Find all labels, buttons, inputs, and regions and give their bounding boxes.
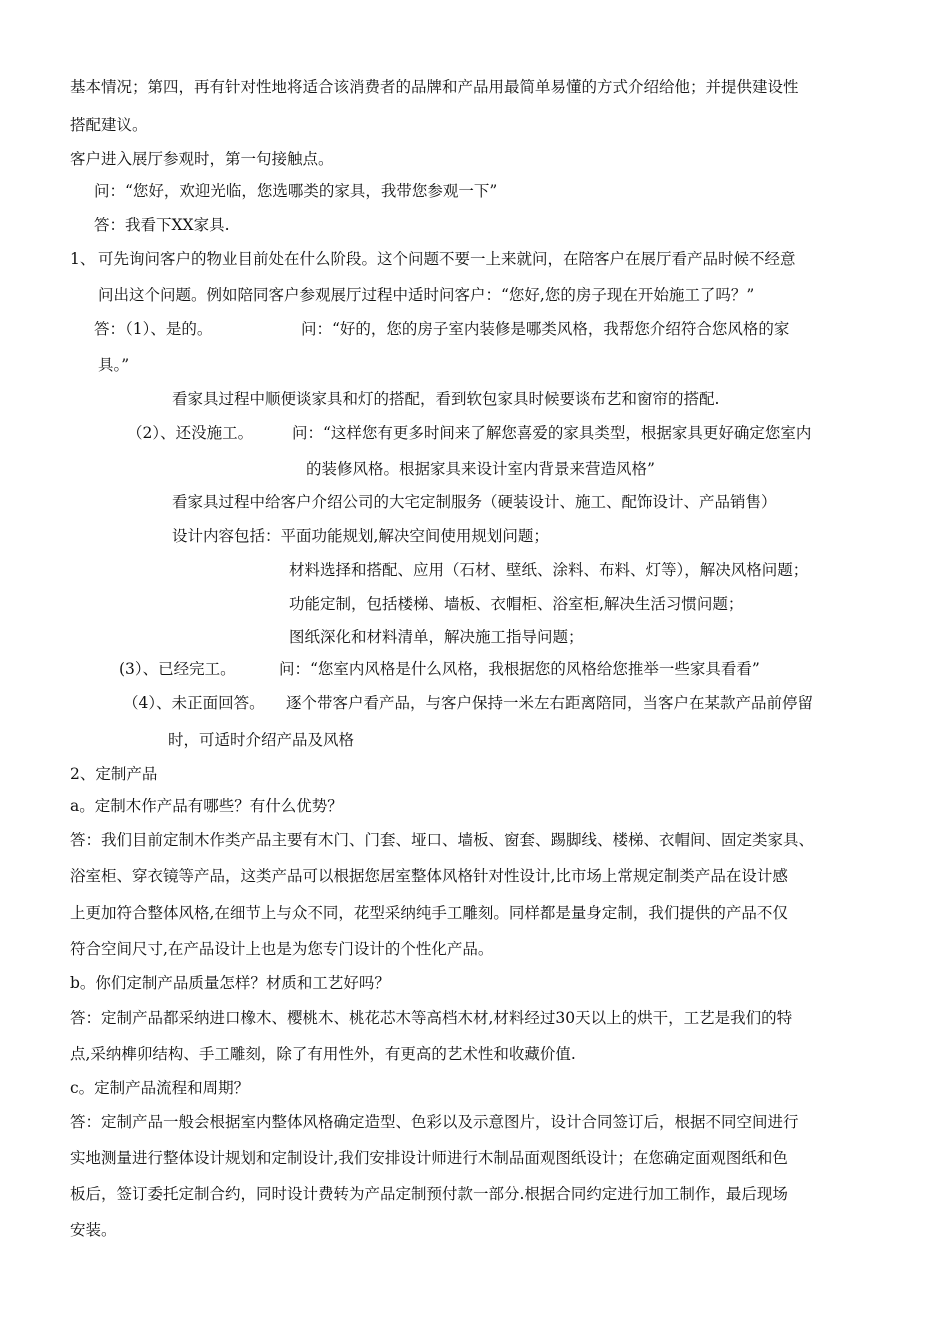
text-line: 浴室柜、穿衣镜等产品，这类产品可以根据您居室整体风格针对性设计,比市场上常规定制类产品在设计感 bbox=[70, 867, 788, 885]
text-line: 问：“您室内风格是什么风格，我根据您的风格给您推举一些家具看看” bbox=[279, 660, 760, 678]
text-line: 具。” bbox=[98, 356, 130, 374]
list-number: 1、 bbox=[70, 250, 96, 268]
text-line: 答：定制产品都采纳进口橡木、樱桃木、桃花芯木等高档木材,材料经过30天以上的烘干，工艺是我们的特 bbox=[70, 1009, 793, 1027]
question-heading: a。定制木作产品有哪些？有什么优势？ bbox=[70, 797, 343, 815]
text-line: 搭配建议。 bbox=[70, 116, 148, 134]
text-line: 的装修风格。根据家具来设计室内背景来营造风格” bbox=[306, 460, 655, 478]
text-line: 材料选择和搭配、应用（石材、壁纸、涂料、布料、灯等），解决风格问题； bbox=[289, 561, 809, 579]
text-line: 设计内容包括：平面功能规划,解决空间使用规划问题； bbox=[172, 527, 549, 545]
text-line: 可先询问客户的物业目前处在什么阶段。这个问题不要一上来就问，在陪客户在展厅看产品时候不经意 bbox=[98, 250, 796, 268]
text-line: 答：定制产品一般会根据室内整体风格确定造型、色彩以及示意图片，设计合同签订后，根据不同空间进行 bbox=[70, 1113, 799, 1131]
text-line: 功能定制，包括楼梯、墙板、衣帽柜、浴室柜,解决生活习惯问题； bbox=[289, 595, 744, 613]
text-line: (3）、已经完工。 bbox=[119, 660, 236, 678]
text-line: 问：“这样您有更多时间来了解您喜爱的家具类型，根据家具更好确定您室内 bbox=[292, 424, 812, 442]
text-line: 看家具过程中顺便谈家具和灯的搭配，看到软包家具时候要谈布艺和窗帘的搭配. bbox=[172, 390, 720, 408]
text-line: 安装。 bbox=[70, 1221, 117, 1239]
text-line: 问：“好的，您的房子室内装修是哪类风格，我帮您介绍符合您风格的家 bbox=[301, 320, 790, 338]
text-line: 答：（1）、是的。 bbox=[94, 320, 213, 338]
text-line: 答：我看下XX家具. bbox=[94, 216, 230, 234]
text-line: 问出这个问题。例如陪同客户参观展厅过程中适时问客户：“您好,您的房子现在开始施工了吗？” bbox=[98, 286, 755, 304]
text-line: 看家具过程中给客户介绍公司的大宅定制服务（硬装设计、施工、配饰设计、产品销售） bbox=[172, 493, 777, 511]
text-line: 符合空间尺寸,在产品设计上也是为您专门设计的个性化产品。 bbox=[70, 940, 494, 958]
text-line: 客户进入展厅参观时，第一句接触点。 bbox=[70, 150, 334, 168]
question-heading: c。定制产品流程和周期？ bbox=[70, 1079, 250, 1097]
section-heading: 2、定制产品 bbox=[70, 765, 158, 783]
text-line: 板后，签订委托定制合约，同时设计费转为产品定制预付款一部分.根据合同约定进行加工制作，最后现场 bbox=[70, 1185, 788, 1203]
text-line: （4）、未正面回答。 bbox=[123, 694, 265, 712]
text-line: 上更加符合整体风格,在细节上与众不同，花型采纳纯手工雕刻。同样都是量身定制，我们提供的产品不仅 bbox=[70, 904, 788, 922]
text-line: 问：“您好，欢迎光临，您选哪类的家具，我带您参观一下” bbox=[94, 182, 498, 200]
text-line: 图纸深化和材料清单，解决施工指导问题； bbox=[289, 628, 584, 646]
text-line: 实地测量进行整体设计规划和定制设计,我们安排设计师进行木制品面观图纸设计；在您确定面观图纸和色 bbox=[70, 1149, 788, 1167]
text-line: 点,采纳榫卯结构、手工雕刻，除了有用性外，有更高的艺术性和收藏价值. bbox=[70, 1045, 576, 1063]
text-line: 答：我们目前定制木作类产品主要有木门、门套、垭口、墙板、窗套、踢脚线、楼梯、衣帽间、固定类家具、 bbox=[70, 831, 815, 849]
text-line: 时，可适时介绍产品及风格 bbox=[168, 731, 355, 749]
text-line: 逐个带客户看产品，与客户保持一米左右距离陪同，当客户在某款产品前停留 bbox=[286, 694, 814, 712]
text-line: （2）、还没施工。 bbox=[127, 424, 254, 442]
text-line: 基本情况；第四，再有针对性地将适合该消费者的品牌和产品用最简单易懂的方式介绍给他；并提供建设性 bbox=[70, 78, 799, 96]
question-heading: b。你们定制产品质量怎样？材质和工艺好吗？ bbox=[70, 974, 390, 992]
